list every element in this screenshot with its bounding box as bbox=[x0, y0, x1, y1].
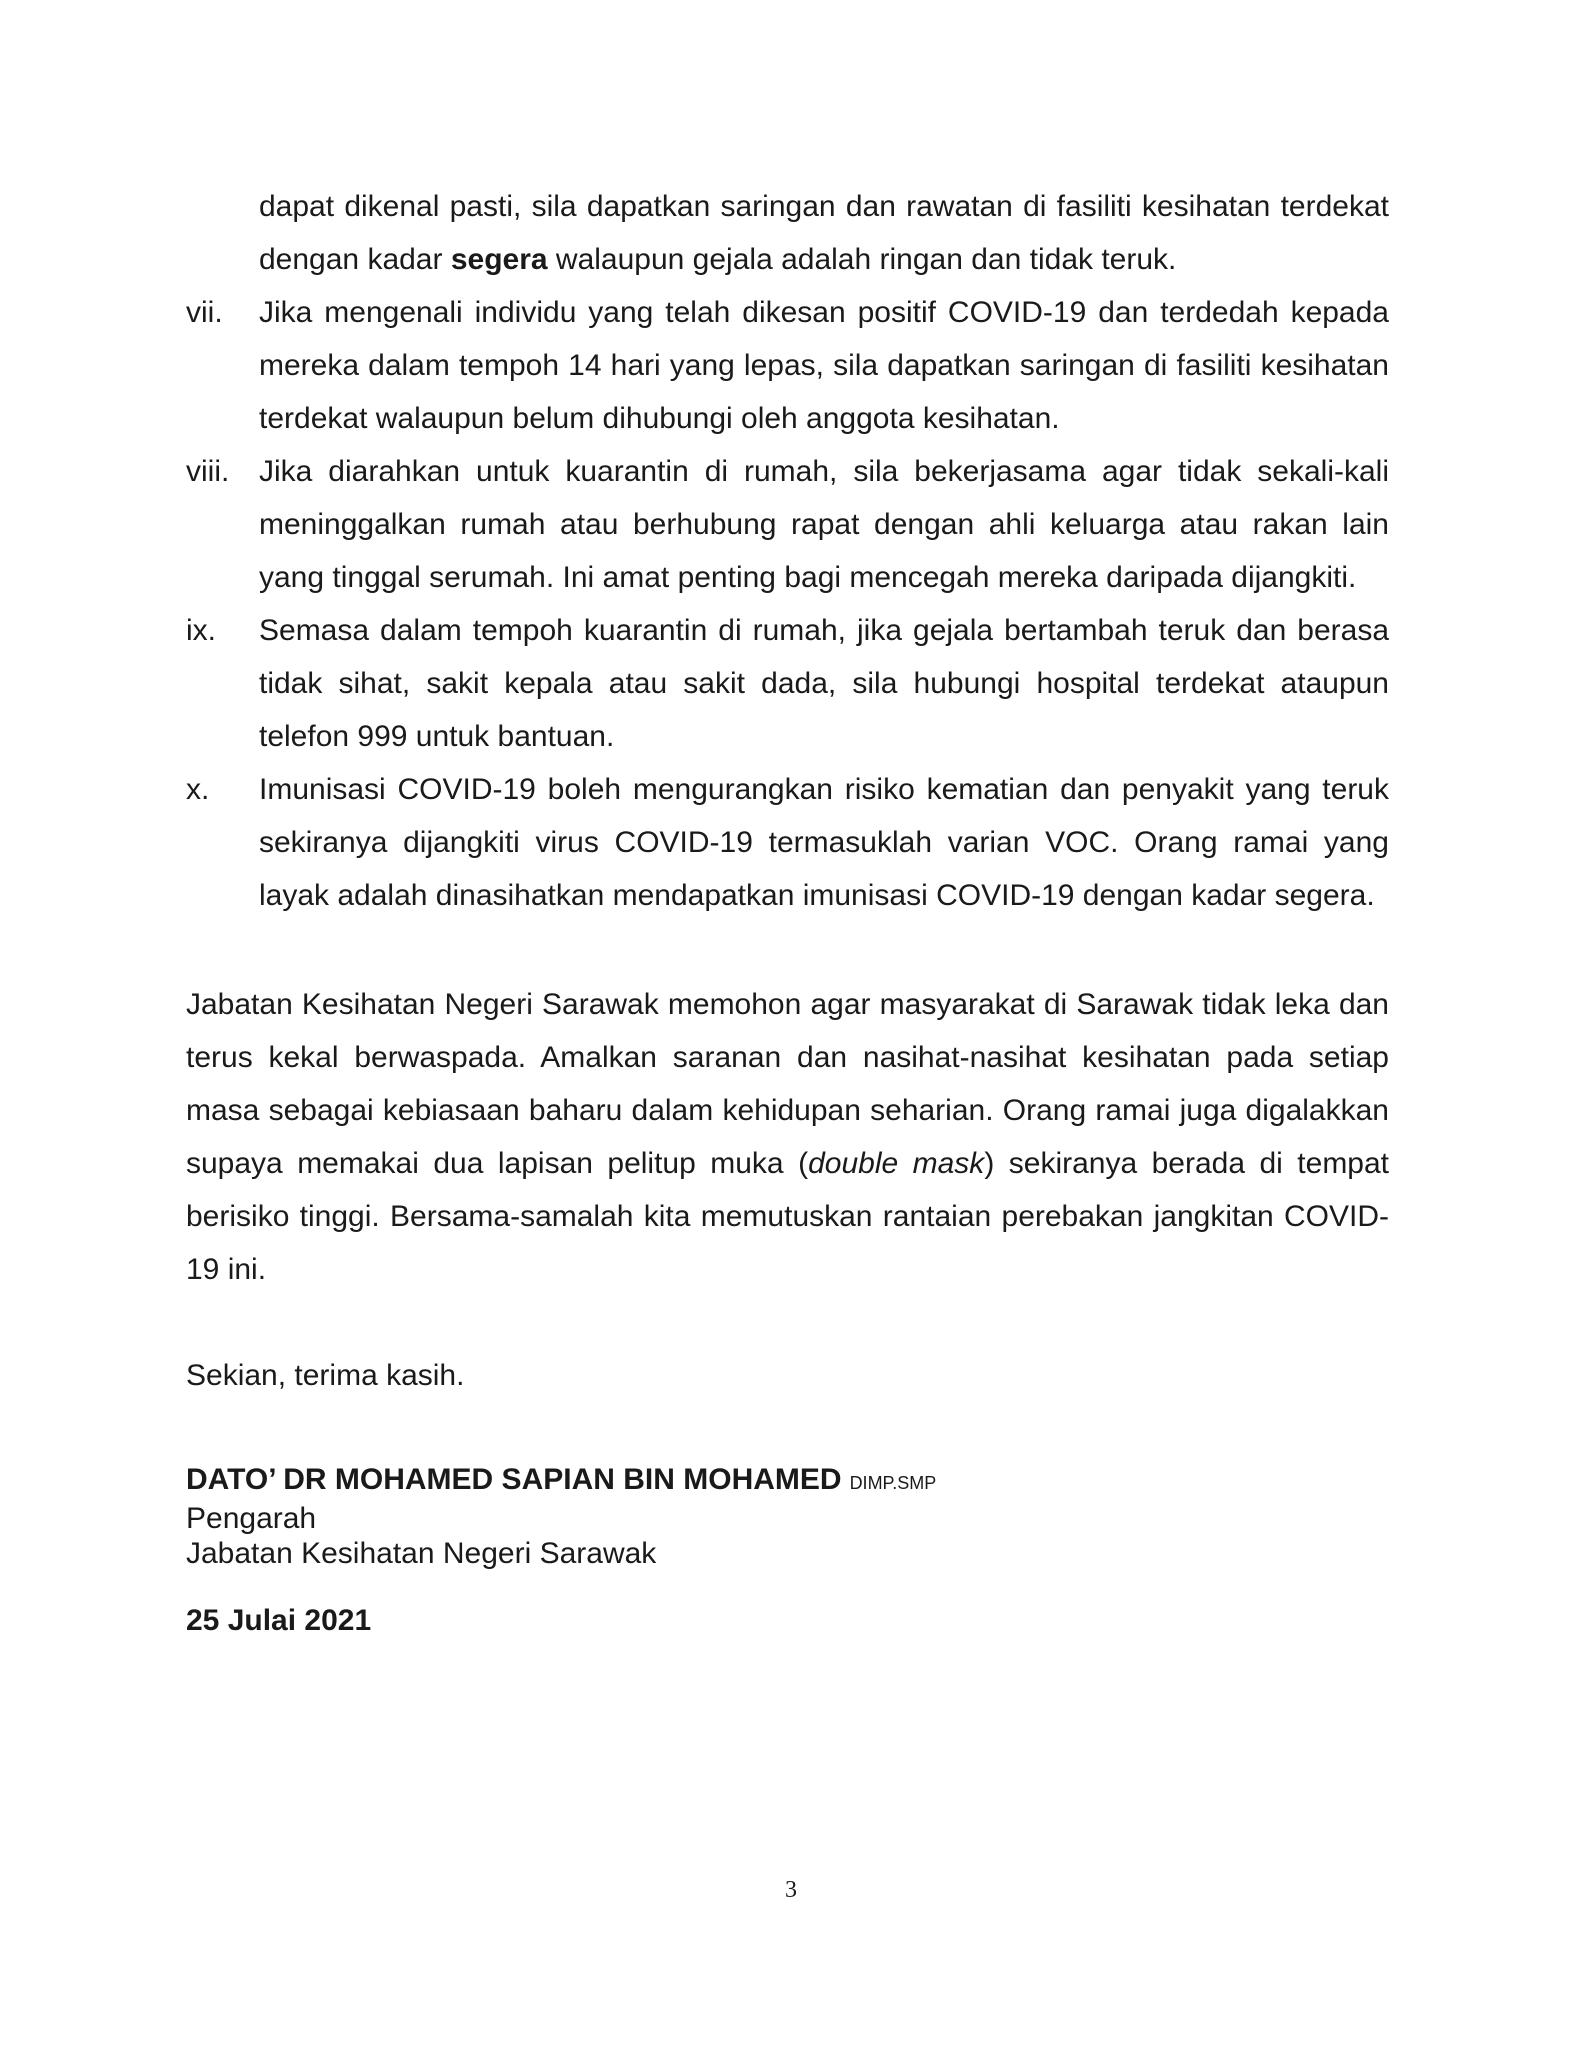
continuation-text-1: dapat dikenal pasti, sila dapatkan saringan dan rawatan di fasiliti kesihatan terdekat dengan kadar bbox=[259, 190, 1389, 276]
signature-block bbox=[186, 1462, 936, 1571]
list-item bbox=[186, 763, 1389, 922]
closing-thanks: Sekian, terima kasih. bbox=[186, 1359, 465, 1392]
numbered-list bbox=[186, 286, 1389, 922]
continuation-paragraph bbox=[259, 180, 1389, 286]
document-date: 25 Julai 2021 bbox=[186, 1604, 372, 1637]
signatory-department: Jabatan Kesihatan Negeri Sarawak bbox=[186, 1537, 657, 1570]
continuation-text-2: walaupun gejala adalah ringan dan tidak teruk. bbox=[547, 243, 1177, 276]
closing-text-2: ) sekiranya berada di tempat berisiko tinggi. Bersama-samalah kita memutuskan rantaian perebakan jangkitan COVID-19 ini. bbox=[186, 1147, 1390, 1286]
list-item-text: Jika diarahkan untuk kuarantin di rumah, sila bekerjasama agar tidak sekali-kali meninggalkan rumah atau berhubung rapat dengan ahli keluarga atau rakan lain yang tinggal serumah. Ini amat penting bagi mencegah mereka daripada dijangkiti. bbox=[259, 455, 1389, 594]
list-item bbox=[186, 286, 1389, 445]
list-item-number: ix. bbox=[186, 614, 216, 647]
list-item-number: vii. bbox=[186, 296, 223, 329]
list-item-text: Imunisasi COVID-19 boleh mengurangkan risiko kematian dan penyakit yang teruk sekiranya dijangkiti virus COVID-19 termasuklah varian VOC. Orang ramai yang layak adalah dinasihatkan mendapatkan imunisasi COVID-19 dengan kadar segera. bbox=[259, 773, 1389, 912]
list-item-number: viii. bbox=[186, 455, 230, 488]
list-item-number: x. bbox=[186, 773, 210, 806]
list-item-text: Jika mengenali individu yang telah dikesan positif COVID-19 dan terdedah kepada mereka dalam tempoh 14 hari yang lepas, sila dapatkan saringan di fasiliti kesihatan terdekat walaupun belum dihubungi oleh anggota kesihatan. bbox=[259, 296, 1389, 435]
closing-text-1: Jabatan Kesihatan Negeri Sarawak memohon agar masyarakat di Sarawak tidak leka dan terus kekal berwaspada. Amalkan saranan dan nasihat-nasihat kesihatan pada setiap masa sebagai kebiasaan baharu dalam kehidupan seharian. Orang ramai juga digalakkan supaya memakai dua lapisan pelitup muka ( bbox=[186, 988, 1389, 1180]
closing-paragraph bbox=[186, 978, 1389, 1296]
list-item-text: Semasa dalam tempoh kuarantin di rumah, jika gejala bertambah teruk dan berasa tidak sihat, sakit kepala atau sakit dada, sila hubungi hospital terdekat ataupun telefon 999 untuk bantuan. bbox=[259, 614, 1389, 753]
signatory-name: DATO’ DR MOHAMED SAPIAN BIN MOHAMED bbox=[186, 1463, 842, 1496]
list-item bbox=[186, 604, 1389, 763]
page-number: 3 bbox=[785, 1877, 797, 1903]
closing-italic-text: double mask bbox=[808, 1147, 985, 1180]
list-item bbox=[186, 445, 1389, 604]
signatory-honorifics: DIMP.SMP bbox=[849, 1473, 937, 1493]
signatory-title: Pengarah bbox=[186, 1502, 317, 1535]
signatory-line bbox=[186, 1462, 936, 1501]
continuation-bold-word: segera bbox=[450, 243, 548, 276]
